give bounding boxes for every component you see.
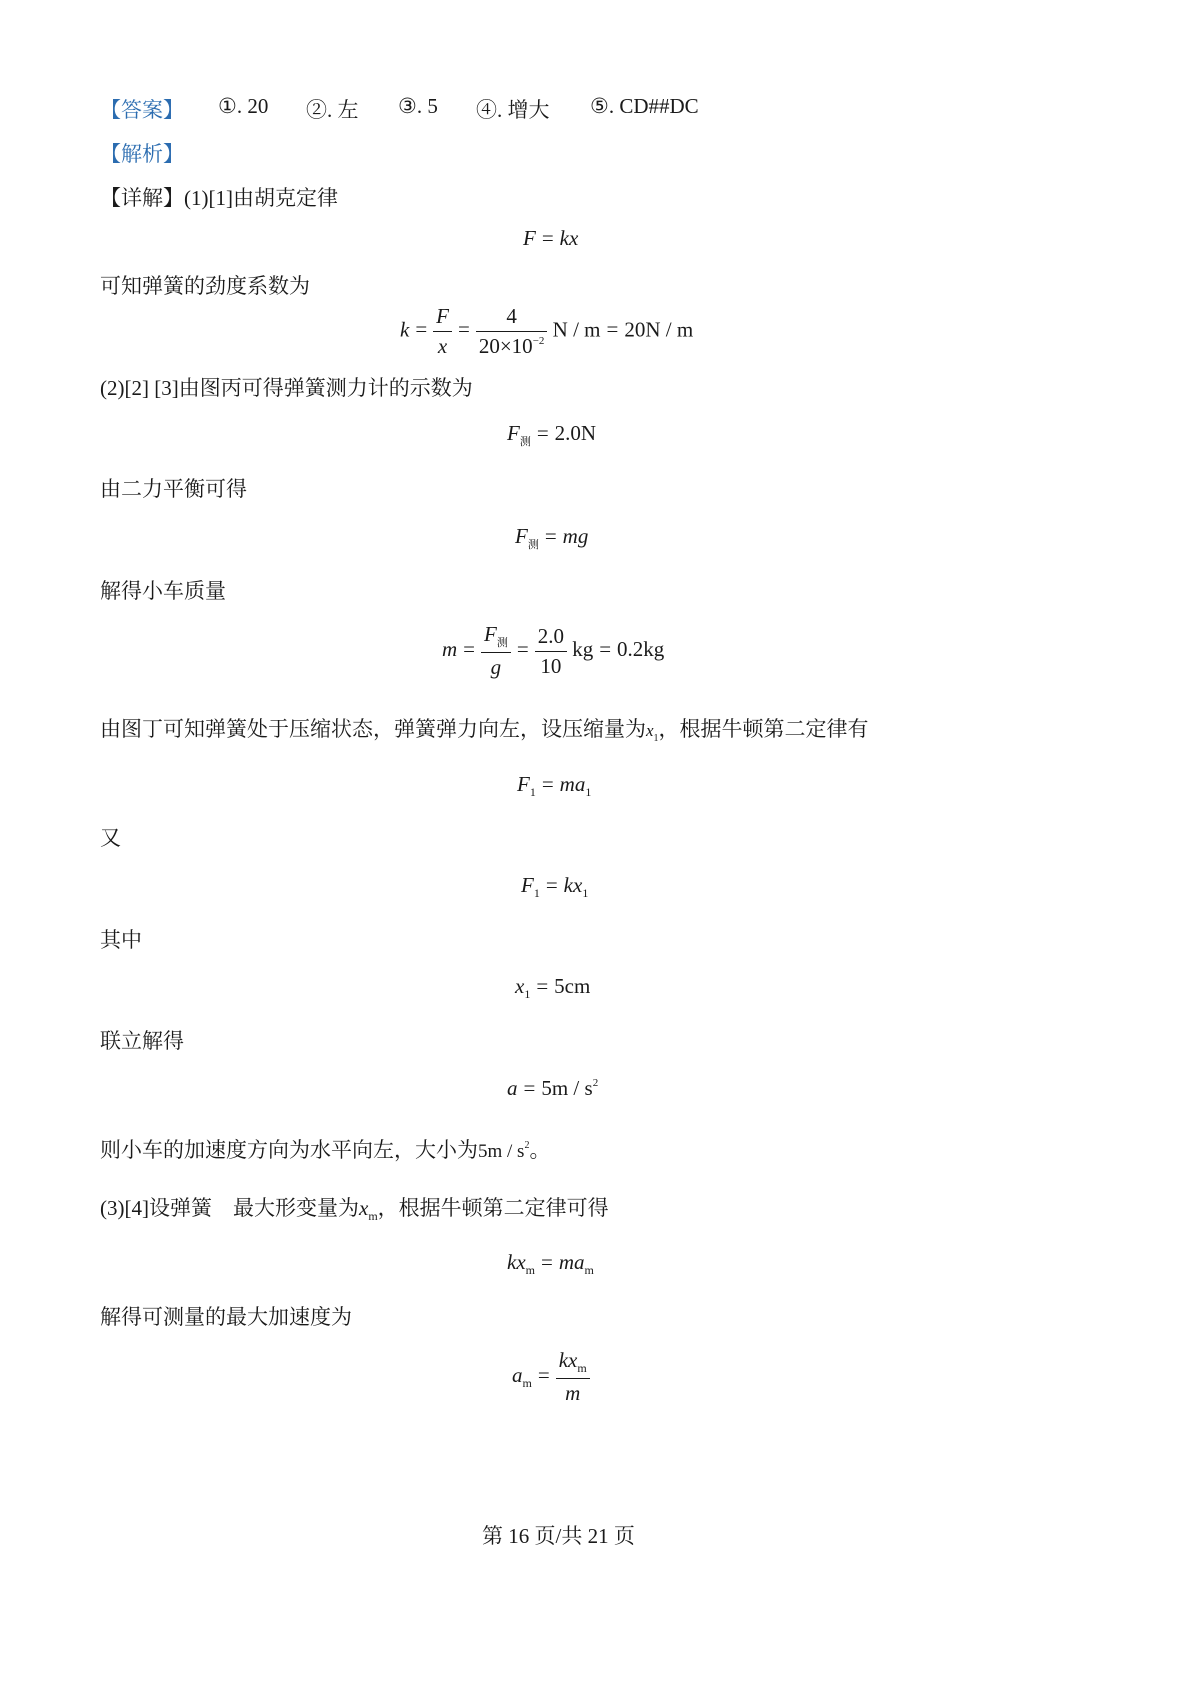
eq6-rhs-sub: 1 [585, 785, 592, 799]
eq4-rhs: mg [562, 524, 589, 548]
answer-tag: 【答案】 [100, 98, 184, 122]
eq5-eq3: = [599, 636, 612, 661]
equation-max-acceleration [512, 1348, 590, 1406]
answer-item-2: ②. 左 [306, 98, 359, 122]
equation-acceleration [507, 1076, 598, 1101]
eq10-lhs: kx [507, 1250, 526, 1274]
eq11-lhs: a [512, 1362, 523, 1387]
eq7-lhs: F [521, 873, 534, 897]
eq6-rhs: ma [559, 772, 586, 796]
eq3-lhs: F [507, 421, 520, 445]
result-value-sup: 2 [524, 1140, 530, 1151]
equation-spring-constant [400, 304, 693, 359]
result-value: 5m / s [478, 1141, 525, 1162]
eq2-eq3: = [606, 317, 619, 342]
part3-var: x [358, 1196, 369, 1220]
eq11-eq: = [537, 1362, 550, 1387]
eq2-eq1: = [415, 317, 428, 342]
equation-spring-force [521, 873, 588, 901]
page-number: 第 16 页/共 21 页 [482, 1524, 635, 1548]
eq11-frac-num-sub: m [577, 1361, 587, 1375]
eq5-num-den: 10 [540, 653, 562, 678]
result-line [100, 1134, 550, 1164]
eq10-lhs-sub: m [525, 1263, 535, 1277]
eq11-frac-den: m [565, 1381, 581, 1405]
eq10-rhs: ma [558, 1250, 585, 1274]
equation-balance [515, 524, 588, 552]
eq9-rhs: 5m / s [541, 1076, 593, 1100]
eq7-eq: = [545, 873, 558, 897]
eq2-num-den-sup: −2 [532, 335, 545, 347]
eq4-lhs: F [515, 524, 528, 548]
compress-var-sub: 1 [653, 733, 659, 744]
eq5-frac-den: g [490, 655, 502, 679]
eq8-lhs-sub: 1 [524, 987, 531, 1001]
balance-line: 由二力平衡可得 [100, 477, 247, 501]
eq3-lhs-sub: 测 [519, 436, 531, 448]
result-text: 则小车的加速度方向为水平向左，大小为 [100, 1138, 478, 1162]
eq11-frac [556, 1348, 590, 1406]
answer-item-5: ⑤. CD##DC [590, 94, 699, 118]
part1-intro: (1)[1]由胡克定律 [184, 186, 338, 210]
equation-hooke [523, 226, 578, 251]
eq5-lhs: m [442, 636, 458, 661]
eq5-eq2: = [516, 636, 529, 661]
eq2-frac-num: F [433, 304, 452, 332]
eq1-lhs: F [523, 226, 536, 250]
eq6-lhs-sub: 1 [529, 785, 536, 799]
compress-text-end: ，根据牛顿第二定律有 [658, 717, 869, 741]
eq8-lhs: x [515, 974, 525, 998]
part3-end: ，根据牛顿第二定律可得 [377, 1196, 609, 1220]
analysis-tag: 【解析】 [100, 142, 184, 166]
eq4-lhs-sub: 测 [527, 539, 539, 551]
eq2-num-num: 4 [476, 304, 548, 332]
equation-reading [507, 421, 596, 449]
eq3-rhs: 2.0N [554, 421, 597, 445]
where-line: 其中 [100, 928, 142, 952]
eq4-eq: = [544, 524, 557, 548]
eq2-frac-numeric [476, 304, 548, 359]
eq5-frac-symbolic [481, 622, 511, 680]
eq1-rhs: kx [559, 226, 579, 250]
spring-const-line: 可知弹簧的劲度系数为 [100, 274, 310, 298]
eq5-num-num: 2.0 [535, 624, 567, 652]
eq7-rhs: kx [563, 873, 583, 897]
eq7-lhs-sub: 1 [533, 886, 540, 900]
eq9-eq: = [523, 1076, 536, 1100]
eq8-rhs: 5cm [554, 974, 591, 998]
eq5-result: 0.2kg [617, 636, 665, 661]
detail-part1-line [100, 182, 338, 212]
eq2-eq2: = [458, 317, 470, 342]
eq5-unit: kg [572, 636, 594, 661]
eq2-result: 20N / m [624, 317, 694, 342]
eq8-eq: = [536, 974, 549, 998]
part3-intro-line [100, 1192, 609, 1224]
result-end: 。 [529, 1138, 551, 1162]
eq2-num-den: 20×10 [478, 334, 533, 358]
eq5-frac-num: F [484, 622, 497, 646]
part2-intro: (2)[2] [3]由图丙可得弹簧测力计的示数为 [100, 376, 473, 400]
mass-line: 解得小车质量 [100, 579, 226, 603]
compress-line [100, 713, 869, 744]
eq3-eq: = [536, 421, 549, 445]
compress-var: x [646, 721, 654, 740]
eq5-frac-numeric [535, 624, 567, 679]
part3-intro: (3)[4]设弹簧 最大形变量为 [100, 1196, 359, 1220]
equation-compression [515, 974, 590, 1002]
eq2-frac-den: x [437, 334, 448, 358]
eq11-lhs-sub: m [522, 1375, 532, 1390]
equation-mass [442, 622, 664, 680]
eq2-lhs: k [400, 317, 410, 342]
eq9-rhs-sup: 2 [592, 1077, 599, 1089]
equation-max-newton [507, 1250, 594, 1278]
eq7-rhs-sub: 1 [582, 886, 589, 900]
eq5-eq1: = [463, 636, 476, 661]
solve-line: 联立解得 [100, 1029, 184, 1053]
part3-var-sub: m [368, 1209, 378, 1223]
eq1-op: = [541, 226, 554, 250]
again-line: 又 [100, 826, 121, 850]
answer-item-3: ③. 5 [398, 94, 438, 118]
eq2-unit: N / m [552, 317, 601, 342]
eq5-frac-num-sub: 测 [496, 637, 508, 649]
eq6-lhs: F [517, 772, 530, 796]
eq6-eq: = [541, 772, 554, 796]
eq2-frac-symbolic [433, 304, 452, 359]
eq9-lhs: a [507, 1076, 518, 1100]
max-acc-line: 解得可测量的最大加速度为 [100, 1305, 352, 1329]
eq10-eq: = [541, 1250, 553, 1274]
eq10-rhs-sub: m [584, 1263, 594, 1277]
answer-item-1: ①. 20 [218, 94, 269, 118]
compress-text: 由图丁可知弹簧处于压缩状态，弹簧弹力向左，设压缩量为 [100, 717, 646, 741]
answer-item-4: ④. 增大 [476, 98, 550, 122]
detail-tag: 【详解】 [100, 186, 184, 210]
eq11-frac-num: kx [558, 1348, 578, 1372]
equation-newton [517, 772, 591, 800]
